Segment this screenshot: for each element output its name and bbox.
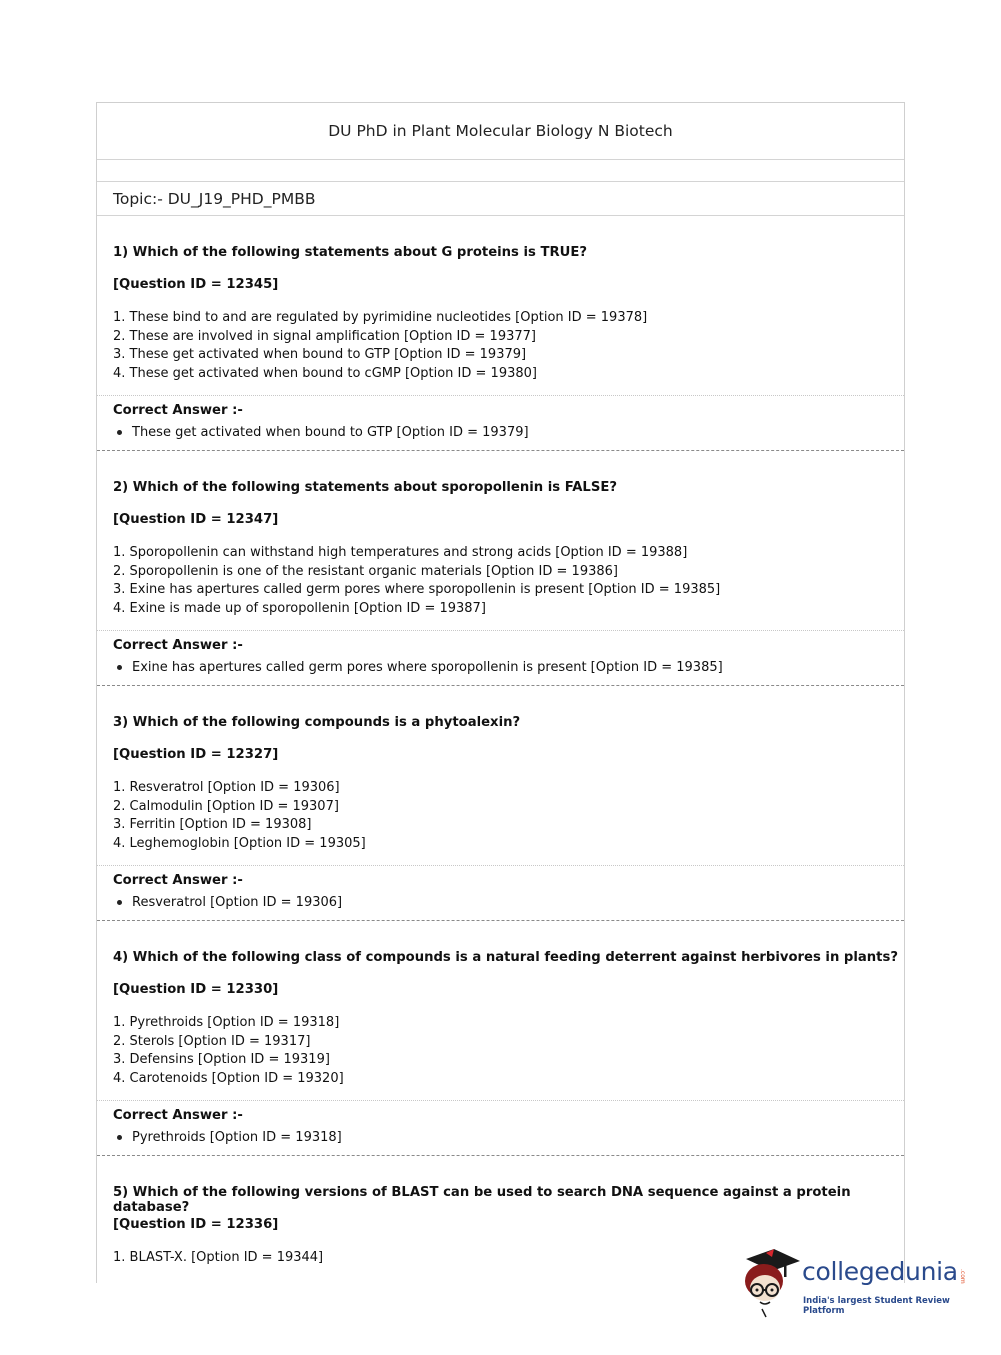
correct-answer-label: Correct Answer :- <box>113 403 243 418</box>
option-item: 1. Resveratrol [Option ID = 19306] <box>113 780 340 795</box>
logo-name: collegedunia <box>802 1257 958 1286</box>
option-item: 3. Defensins [Option ID = 19319] <box>113 1052 330 1068</box>
correct-answer <box>113 1130 904 1145</box>
option-item: 2. Calmodulin [Option ID = 19307] <box>113 798 339 814</box>
question-id: [Question ID = 12345] <box>113 277 279 292</box>
question-block <box>97 686 904 921</box>
question-block <box>97 216 904 451</box>
correct-answer <box>113 895 904 910</box>
document-title: DU PhD in Plant Molecular Biology N Biotech <box>97 103 904 160</box>
option-item: 3. Exine has apertures called germ pores where sporopollenin is present [Option ID = 19385] <box>113 582 721 598</box>
collegedunia-logo <box>740 1245 970 1320</box>
bullet-icon <box>117 900 122 905</box>
options-list <box>113 544 904 618</box>
question-block <box>97 451 904 686</box>
option-item: 1. These bind to and are regulated by pyrimidine nucleotides [Option ID = 19378] <box>113 310 648 325</box>
question-text: 3) Which of the following compounds is a phytoalexin? <box>113 715 521 730</box>
option-item: 2. Sporopollenin is one of the resistant organic materials [Option ID = 19386] <box>113 563 618 579</box>
answer-section <box>97 631 904 675</box>
option-item: 2. These are involved in signal amplification [Option ID = 19377] <box>113 328 536 344</box>
exam-sheet <box>96 102 905 1283</box>
question-text: 2) Which of the following statements about sporopollenin is FALSE? <box>113 480 617 495</box>
option-item: 2. Sterols [Option ID = 19317] <box>113 1033 311 1049</box>
option-item: 1. BLAST-X. [Option ID = 19344] <box>113 1250 324 1265</box>
options-list <box>113 779 904 853</box>
correct-answer-text: These get activated when bound to GTP [Option ID = 19379] <box>132 425 529 440</box>
correct-answer <box>113 425 904 440</box>
option-item: 3. These get activated when bound to GTP [Option ID = 19379] <box>113 347 527 363</box>
logo-tagline: India's largest Student Review Platform <box>803 1296 950 1316</box>
answer-section <box>97 866 904 910</box>
question-id: [Question ID = 12347] <box>113 512 279 527</box>
logo-com: .com <box>959 1269 966 1284</box>
mascot-icon <box>740 1245 802 1320</box>
spacer-row <box>97 160 904 182</box>
correct-answer-text: Exine has apertures called germ pores where sporopollenin is present [Option ID = 19385] <box>132 660 723 675</box>
correct-answer-label: Correct Answer :- <box>113 1108 243 1123</box>
correct-answer-label: Correct Answer :- <box>113 638 243 653</box>
option-item: 4. Carotenoids [Option ID = 19320] <box>113 1070 344 1086</box>
answer-section <box>97 396 904 440</box>
question-block <box>97 921 904 1156</box>
question-text: 1) Which of the following statements about G proteins is TRUE? <box>113 245 587 260</box>
bullet-icon <box>117 430 122 435</box>
options-list <box>113 1014 904 1088</box>
correct-answer-text: Resveratrol [Option ID = 19306] <box>132 895 343 910</box>
question-text: 4) Which of the following class of compounds is a natural feeding deterrent against herbivores in plants? <box>113 950 898 965</box>
option-item: 4. These get activated when bound to cGMP [Option ID = 19380] <box>113 365 537 381</box>
correct-answer-label: Correct Answer :- <box>113 873 243 888</box>
question-text: 5) Which of the following versions of BLAST can be used to search DNA sequence against a protein database? <box>113 1185 851 1215</box>
option-item: 1. Sporopollenin can withstand high temperatures and strong acids [Option ID = 19388] <box>113 545 688 560</box>
option-item: 3. Ferritin [Option ID = 19308] <box>113 817 312 833</box>
option-item: 4. Leghemoglobin [Option ID = 19305] <box>113 835 366 851</box>
correct-answer <box>113 660 904 675</box>
question-id: [Question ID = 12327] <box>113 747 279 762</box>
question-id: [Question ID = 12336] <box>113 1217 279 1232</box>
options-list <box>113 309 904 383</box>
question-id: [Question ID = 12330] <box>113 982 279 997</box>
answer-section <box>97 1101 904 1145</box>
correct-answer-text: Pyrethroids [Option ID = 19318] <box>132 1130 342 1145</box>
bullet-icon <box>117 1135 122 1140</box>
bullet-icon <box>117 665 122 670</box>
option-item: 4. Exine is made up of sporopollenin [Option ID = 19387] <box>113 600 486 616</box>
option-item: 1. Pyrethroids [Option ID = 19318] <box>113 1015 340 1030</box>
topic-label: Topic:- DU_J19_PHD_PMBB <box>97 182 904 216</box>
